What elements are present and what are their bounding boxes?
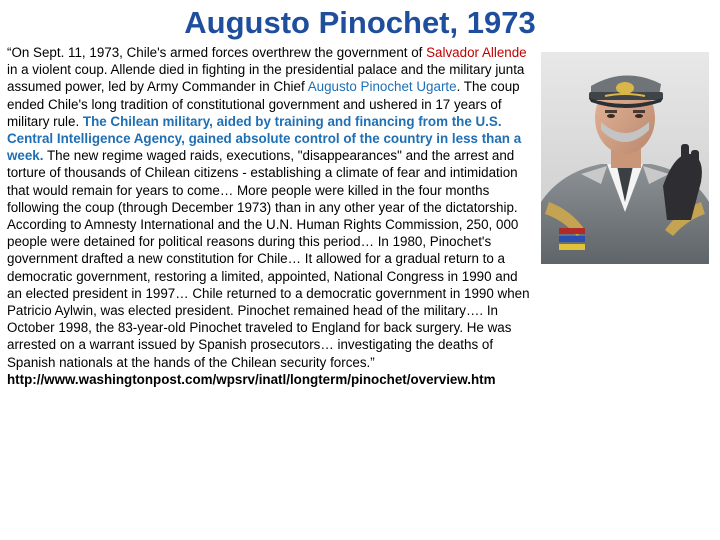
quote-text-1: “On Sept. 11, 1973, Chile's armed forces overthrew the government of xyxy=(7,45,427,60)
pinochet-photo xyxy=(541,52,709,264)
quote-paragraph xyxy=(7,44,535,388)
pinochet-link: Augusto Pinochet Ugarte xyxy=(307,79,457,95)
quote-text-2: in a violent coup. Allende died in fighting in the presidential palace and the military junta assumed power, led by Army Commander in Chief xyxy=(7,62,525,95)
allende-link: Salvador Allende xyxy=(426,45,527,60)
cia-highlight: The Chilean military, aided by training and financing from the U.S. Central Intelligence Agency, gained absolute control of the country in less than a week. xyxy=(7,113,522,164)
source-url: http://www.washingtonpost.com/wpsrv/inatl/longterm/pinochet/overview.htm xyxy=(7,371,496,387)
quote-text-4: The new regime waged raids, executions, "disappearances" and the arrest and torture of thousands of Chilean citizens - establishing a climate of fear and intimidation that would remain for years to come… More people were killed in the four months following the coup (through December 1973) than in any other year of the dictatorship. According to Amnesty International and the U.N. Human Rights Commission, 250, 000 people were detained for political reasons during this period… In 1980, Pinochet's government drafted a new constitution for Chile… It allowed for a gradual return to a democratic government, restoring a limited, appointed, National Congress in 1990 and an elected president in 1997… Chile returned to a democratic government in 1990 when Patricio Aylwin, was elected president. Pinochet remained head of the military…. In October 1998, the 83-year-old Pinochet traveled to England for back surgery. He was arrested on a warrant issued by Spanish prosecutors… investigating the deaths of Spanish nationals at the hands of the Chilean security forces.” xyxy=(7,148,530,370)
quote-text-3: . The coup ended Chile's long tradition of constitutional government and ushered in 17 years of military rule. xyxy=(7,79,520,129)
slide-title: Augusto Pinochet, 1973 xyxy=(184,5,536,40)
